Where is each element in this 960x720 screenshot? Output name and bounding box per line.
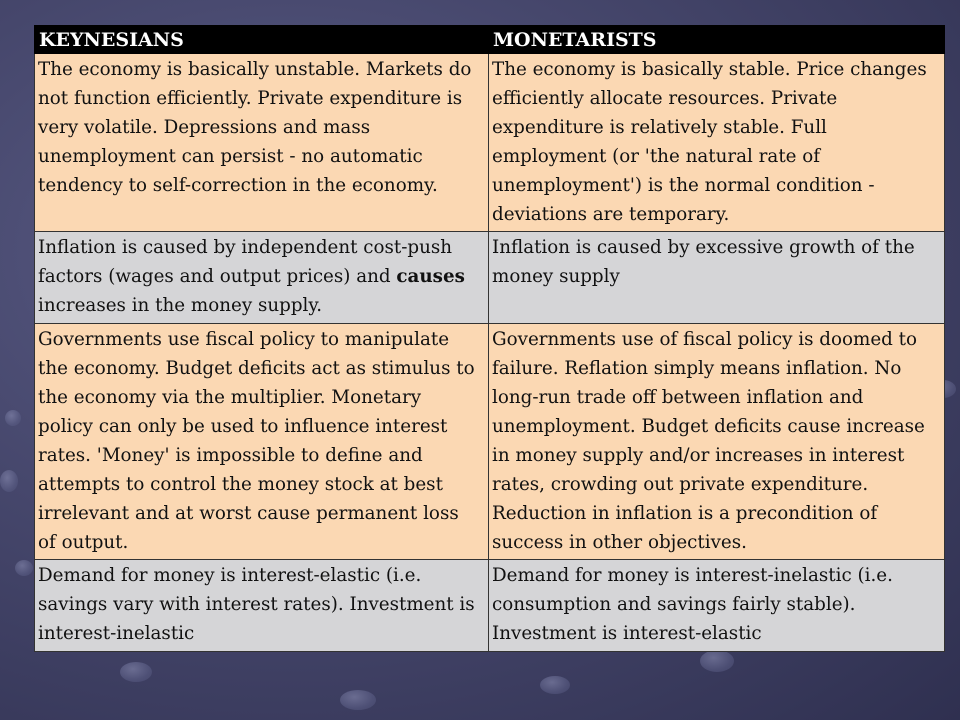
cell-line: Governments use fiscal policy to manipulate: [38, 329, 450, 351]
cell-line: increases in the money supply.: [38, 295, 323, 317]
cell-line: employment (or 'the natural rate of: [492, 145, 821, 167]
cell-line: Demand for money is interest-inelastic (i.e.: [492, 565, 893, 587]
cell-line: attempts to control the money stock at best: [38, 473, 443, 495]
cell-line: unemployment can persist - no automatic: [38, 145, 423, 167]
table-row: [35, 560, 945, 652]
table-row: [35, 232, 945, 324]
background-dot: [5, 410, 21, 426]
cell-line: Investment is interest-elastic: [492, 623, 762, 645]
comparison-table: [34, 25, 945, 652]
header-monetarists: MONETARISTS: [489, 26, 945, 54]
cell-line: factors (wages and output prices) and causes: [38, 266, 465, 288]
cell-line: rates, crowding out private expenditure.: [492, 473, 869, 495]
cell-line: consumption and savings fairly stable).: [492, 594, 856, 616]
cell-line: the economy via the multiplier. Monetary: [38, 386, 422, 408]
cell-line: Demand for money is interest-elastic (i.e.: [38, 565, 422, 587]
table-header-row: [35, 26, 945, 54]
cell-line: Inflation is caused by independent cost-push: [38, 237, 453, 259]
keynesians-cell: [35, 324, 489, 560]
monetarists-cell: [489, 54, 945, 232]
background-dot: [120, 662, 152, 682]
cell-line: of output.: [38, 531, 129, 553]
monetarists-cell: [489, 232, 945, 324]
emphasis-causes: causes: [396, 266, 465, 288]
cell-line: Governments use of fiscal policy is doomed to: [492, 329, 918, 351]
cell-line: failure. Reflation simply means inflation. No: [492, 358, 902, 380]
cell-line: savings vary with interest rates). Investment is: [38, 594, 475, 616]
cell-line: The economy is basically unstable. Markets do: [38, 59, 472, 80]
monetarists-cell: [489, 560, 945, 652]
cell-line: in money supply and/or increases in interest: [492, 444, 905, 466]
background-dot: [700, 650, 734, 672]
cell-line: deviations are temporary.: [492, 203, 730, 225]
cell-line: policy can only be used to influence interest: [38, 415, 448, 437]
cell-line: unemployment. Budget deficits cause increase: [492, 415, 925, 437]
background-dot: [340, 690, 376, 710]
cell-line: interest-inelastic: [38, 623, 195, 645]
cell-line: Reduction in inflation is a precondition of: [492, 502, 878, 524]
cell-line: tendency to self-correction in the economy.: [38, 174, 438, 196]
cell-line: unemployment') is the normal condition -: [492, 174, 875, 196]
cell-line: the economy. Budget deficits act as stimulus to: [38, 358, 475, 380]
comparison-table-wrapper: [34, 25, 944, 652]
cell-line: The economy is basically stable. Price changes: [492, 59, 927, 80]
cell-line: success in other objectives.: [492, 531, 747, 553]
table-row: [35, 54, 945, 232]
cell-line: Inflation is caused by excessive growth of the: [492, 237, 915, 259]
header-keynesians: KEYNESIANS: [35, 26, 489, 54]
monetarists-cell: [489, 324, 945, 560]
cell-line: not function efficiently. Private expenditure is: [38, 87, 463, 109]
keynesians-cell: [35, 232, 489, 324]
cell-line: expenditure is relatively stable. Full: [492, 116, 827, 138]
cell-line: irrelevant and at worst cause permanent loss: [38, 502, 459, 524]
cell-line: very volatile. Depressions and mass: [38, 116, 371, 138]
background-dot: [15, 560, 33, 576]
background-dot: [0, 470, 18, 492]
cell-line: long-run trade off between inflation and: [492, 386, 864, 408]
keynesians-cell: [35, 54, 489, 232]
table-row: [35, 324, 945, 560]
keynesians-cell: [35, 560, 489, 652]
cell-line: efficiently allocate resources. Private: [492, 87, 838, 109]
background-dot: [540, 676, 570, 694]
cell-line: money supply: [492, 266, 620, 288]
cell-line: rates. 'Money' is impossible to define and: [38, 444, 423, 466]
